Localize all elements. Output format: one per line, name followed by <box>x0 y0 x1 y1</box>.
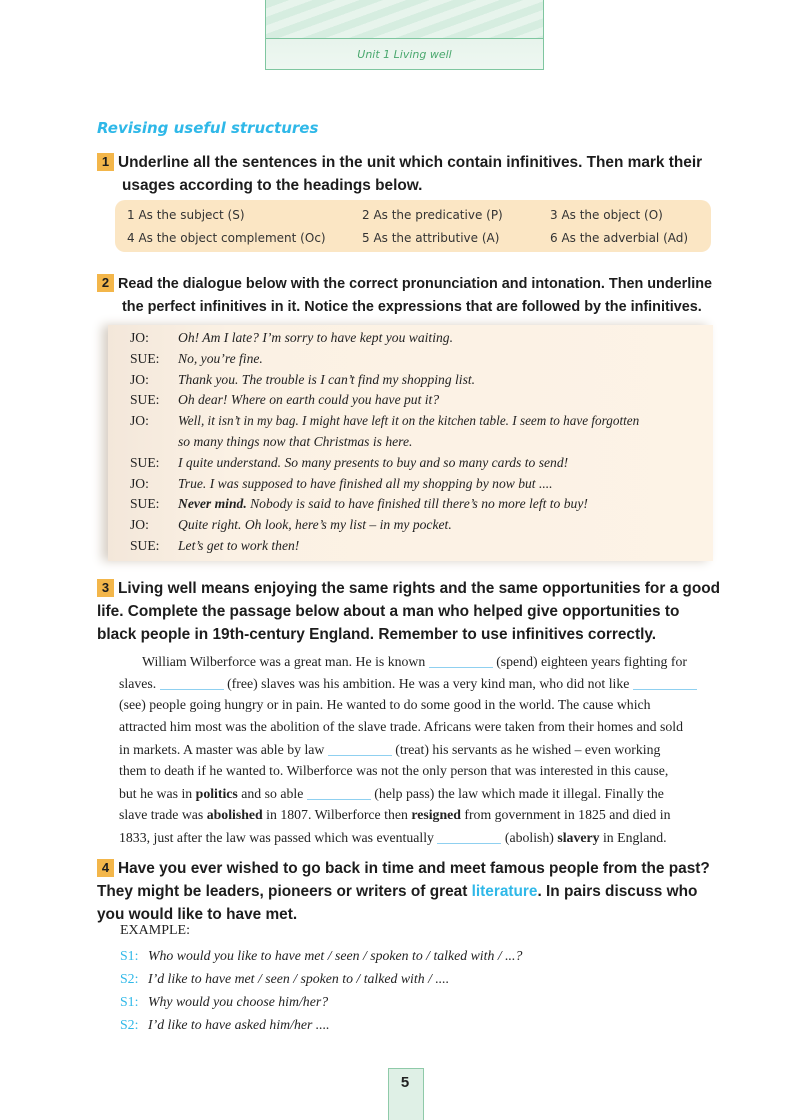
answer-blank[interactable] <box>307 785 371 800</box>
header-divider <box>266 38 543 39</box>
passage-line: (see) people going hungry or in pain. He wanted to do some good in the world. The cause which <box>119 697 651 712</box>
answer-blank[interactable] <box>160 675 224 690</box>
task-2-instructions: 2 Read the dialogue below with the correct pronunciation and intonation. Then underline the perfect infinitives in it. Notice the expressions that are followed by the infinitives. <box>97 273 722 319</box>
passage-line: 1833, just after the law was passed which was eventually (abolish) slavery in England. <box>119 830 667 845</box>
unit-title: Unit 1 Living well <box>357 48 452 61</box>
usage-heading: 5 As the attributive (A) <box>362 231 500 245</box>
passage-line: William Wilberforce was a great man. He is known (spend) eighteen years fighting for <box>142 654 687 669</box>
answer-blank[interactable] <box>633 675 697 690</box>
unit-header <box>265 0 544 70</box>
example-label: EXAMPLE: <box>120 923 190 938</box>
answer-blank[interactable] <box>437 829 501 844</box>
usage-heading: 1 As the subject (S) <box>127 208 245 222</box>
task-1-instructions: 1 Underline all the sentences in the unit which contain infinitives. Then mark their usages according to the headings below. <box>97 151 722 197</box>
usage-heading: 6 As the adverbial (Ad) <box>550 231 689 245</box>
task-number-3: 3 <box>97 579 114 597</box>
task-number-2: 2 <box>97 274 114 292</box>
example-line: S1: Why would you choose him/her? <box>120 994 329 1009</box>
passage-line: in markets. A master was able by law (treat) his servants as he wished – even working <box>119 742 661 757</box>
passage-line: them to death if he wanted to. Wilberforce was not the only person that was interested in this cause, <box>119 763 669 778</box>
passage-line: but he was in politics and so able (help pass) the law which made it illegal. Finally the <box>119 786 664 801</box>
answer-blank[interactable] <box>429 653 493 668</box>
task-3-instructions: 3 Living well means enjoying the same rights and the same opportunities for a good life. Complete the passage below about a man who helped give opportunities to black people in 19th-century England. Remember to use infinitives correctly. <box>97 580 721 643</box>
example-line: S2: I’d like to have asked him/her .... <box>120 1017 330 1032</box>
header-decoration <box>266 0 543 38</box>
task-number-1: 1 <box>97 153 114 171</box>
passage-line: slave trade was abolished in 1807. Wilberforce then resigned from government in 1825 and died in <box>119 807 671 822</box>
example-line: S1: Who would you like to have met / seen / spoken to / talked with / ...? <box>120 948 523 963</box>
example-line: S2: I’d like to have met / seen / spoken to / talked with / .... <box>120 971 450 986</box>
task-number-4: 4 <box>97 859 114 877</box>
usage-heading: 4 As the object complement (Oc) <box>127 231 326 245</box>
passage-line: slaves. (free) slaves was his ambition. He was a very kind man, who did not like <box>119 675 697 692</box>
page-number: 5 <box>400 1074 410 1091</box>
section-title: Revising useful structures <box>97 119 319 137</box>
task-4-instructions: 4 Have you ever wished to go back in time and meet famous people from the past? They might be leaders, pioneers or writers of great literature. In pairs discuss who you would like to have met. <box>97 860 710 923</box>
answer-blank[interactable] <box>328 741 392 756</box>
usage-heading: 2 As the predicative (P) <box>362 208 503 222</box>
usage-heading: 3 As the object (O) <box>550 208 663 222</box>
passage-line: attracted him most was the abolition of the slave trade. Africans were taken from their homes and sold <box>119 719 683 734</box>
